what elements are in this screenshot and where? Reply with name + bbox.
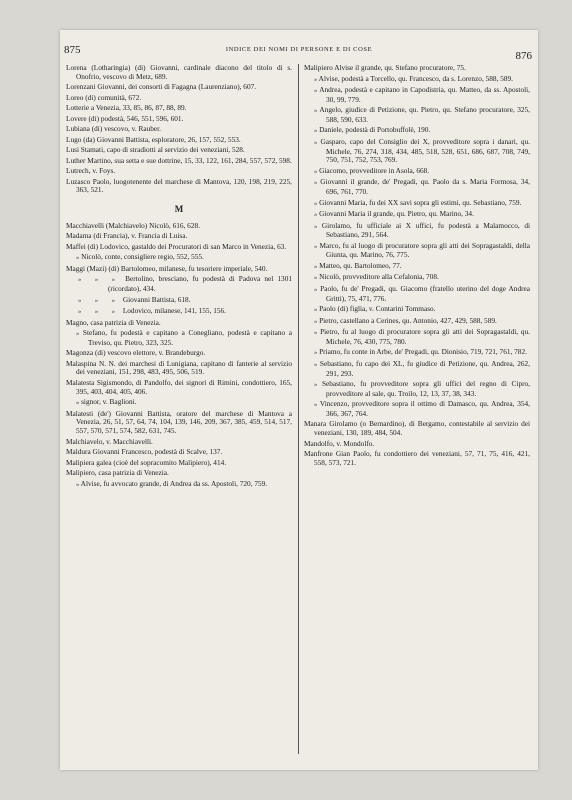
- ditto-mark: »: [314, 211, 318, 219]
- section-letter-m: M: [174, 204, 184, 215]
- ditto-mark: »: [76, 480, 80, 488]
- index-entry: Luzasco Paolo, luogotenente del marchese di Mantova, 120, 198, 219, 225, 363, 521.: [66, 176, 292, 195]
- index-subentry: » Giacomo, provveditore in Asola, 668.: [314, 165, 430, 175]
- index-entry: Lotterie a Venezia, 33, 85, 86, 87, 88, 89.: [66, 103, 187, 113]
- index-subentry: » Vincenzo, provveditore sopra il ottimo di Damasco, qu. Andrea, 354, 366, 367, 764.: [314, 399, 530, 418]
- index-subentry: » » » Giovanni Battista, 618.: [78, 294, 191, 304]
- ditto-mark: »: [76, 254, 80, 262]
- index-subentry: » Pietro, castellano a Cerines, qu. Antonio, 427, 429, 588, 589.: [314, 315, 497, 325]
- entries-group-mid: [66, 349, 292, 396]
- index-entry: Maldura Giovanni Francesco, podestà di Scalve, 137.: [66, 447, 223, 457]
- ditto-mark: »: [76, 399, 80, 407]
- index-subentry: » Alvise, podestà a Torcello, qu. Francesco, da s. Lorenzo, 588, 589.: [314, 73, 513, 83]
- index-subentry: » signor, v. Baglioni.: [76, 397, 137, 407]
- page-number-right: 876: [515, 50, 532, 62]
- index-entry: Loreo (di) comunità, 672.: [66, 92, 142, 102]
- index-subentry: » Sebastiano, fu capo dei XL, fu giudice di Petizione, qu. Andrea, 262, 291, 293.: [314, 358, 530, 378]
- index-subentry: » Angelo, giudice di Petizione, qu. Pietro, qu. Stefano procuratore, 325, 588, 590, 633.: [314, 105, 530, 124]
- index-subentry: » Giovanni Maria, fu dei XX savi sopra gli estimi, qu. Sebastiano, 759.: [314, 197, 522, 207]
- right-column: [304, 64, 530, 469]
- entries-group-l: [66, 64, 292, 195]
- index-entry: Lusi Stamati, capo di stradiotti al servizio dei veneziani, 528.: [66, 145, 245, 155]
- page-header: [60, 44, 538, 62]
- index-subentry: » Giovanni il grande, de' Pregadi, qu. Paolo da s. Maria Formosa, 34, 696, 761, 770.: [314, 177, 530, 197]
- ditto-mark: »: [314, 167, 318, 175]
- index-subentry: » Gasparo, capo del Consiglio dei X, provveditore sopra i danari, qu. Michele, 76, 274, 318, 434, 485, 518, 528, 651, 686, 687, 708, 749, 750, 751, 752, 753, 769.: [314, 136, 530, 165]
- document-page: [60, 30, 538, 770]
- index-subentry: » » » Bertolino, bresciano, fu podestà di Padova nel 1301 (ricordato), 434.: [78, 274, 292, 294]
- index-entry: Lorena (Lotharingia) (di) Giovanni, cardinale diacono del titolo di s. Onofrio, vescovo di Metz, 689.: [66, 63, 292, 81]
- index-entry: Manara Girolamo (o Bernardino), di Bergamo, contestabile al servizio dei veneziani, 130, 189, 484, 504.: [304, 419, 530, 438]
- ditto-mark: »: [76, 330, 80, 338]
- index-subentry: » Daniele, podestà di Portobuffolè, 190.: [314, 125, 431, 135]
- running-title: INDICE DEI NOMI DI PERSONE E DI COSE: [225, 46, 373, 53]
- index-entry: Malipiera galea (cioè del sopracomito Malipiero), 414.: [66, 457, 227, 467]
- index-entry: Malipiero, casa patrizia di Venezia.: [66, 468, 169, 478]
- index-entry: Maggi (Mazi) (di) Bartolomeo, milanese, fu tesoriere imperiale, 540.: [66, 263, 268, 273]
- ditto-mark: »: [314, 360, 318, 368]
- ditto-mark: »: [314, 317, 318, 325]
- index-entry: Malchiavelo, v. Macchiavelli.: [66, 436, 153, 446]
- ditto-mark: » » »: [78, 308, 121, 316]
- entries-group-end: [66, 410, 292, 478]
- ditto-mark: » » »: [78, 296, 121, 304]
- index-entry: Luther Martino, sua setta e sue dottrine, 15, 33, 122, 161, 284, 557, 572, 598.: [66, 155, 292, 165]
- index-entry: Lorenzani Giovanni, dei consorti di Fagagna (Laurenziano), 607.: [66, 82, 257, 92]
- ditto-mark: » » »: [78, 276, 121, 284]
- ditto-mark: »: [314, 381, 318, 389]
- ditto-mark: »: [314, 285, 318, 293]
- index-subentry: » Marco, fu al luogo di procuratore sopra gli atti dei Sopragastaldi, della Giunta, qu. Marino, 76, 775.: [314, 240, 530, 260]
- index-subentry: » Priamo, fu conte in Arbe, de' Pregadi, qu. Dionisio, 719, 721, 761, 782.: [314, 347, 527, 357]
- index-entry: Malipiero Alvise il grande, qu. Stefano procuratore, 75.: [304, 63, 466, 72]
- index-subentry: » Alvise, fu avvocato grande, di Andrea da ss. Apostoli, 720, 759.: [76, 478, 268, 488]
- index-entry: Manfrone Gian Paolo, fu condottiero dei veneziani, 57, 71, 75, 416, 421, 558, 573, 721.: [304, 449, 530, 467]
- ditto-mark: »: [314, 349, 318, 357]
- index-entry: Macchiavelli (Malchiavelo) Nicolò, 616, 628.: [66, 220, 200, 230]
- index-entry: Lubiana (di) vescovo, v. Rauber.: [66, 124, 161, 134]
- ditto-mark: »: [314, 127, 318, 135]
- left-column: [66, 64, 292, 491]
- entries-group-m: [66, 222, 292, 252]
- ditto-mark: »: [314, 107, 318, 115]
- index-subentry: » Paolo, fu de' Pregadi, qu. Giacomo (fratello uterino del doge Andrea Gritti), 75, 471, 776.: [314, 283, 530, 303]
- index-entry: Malaspina N. N. dei marchesi di Lunigiana, capitano di fanterie al servizio dei veneziani, 151, 298, 483, 495, 506, 519.: [66, 358, 292, 377]
- index-entry: Lutrech, v. Foys.: [66, 166, 116, 176]
- entries-group-end-right: [304, 420, 530, 467]
- index-subentry: » Paolo (di) figlia, v. Contarini Tommaso.: [314, 304, 436, 314]
- ditto-mark: »: [314, 87, 318, 94]
- index-entry: Maffei (di) Lodovico, gastaldo dei Procuratori di san Marco in Venezia, 63.: [66, 241, 287, 251]
- index-subentry: » Sebastiano, fu provveditore sopra gli uffici del regno di Cipro, provveditore al sale, qu. Troilo, 12, 13, 37, 38, 343.: [314, 379, 531, 398]
- ditto-mark: »: [314, 138, 318, 146]
- index-subentry: » Andrea, podestà e capitano in Capodistria, qu. Matteo, da ss. Apostoli, 30, 99, 779.: [314, 85, 530, 104]
- malipiero-subentries: [304, 75, 530, 419]
- index-entry: Lovere (di) podestà, 546, 551, 596, 601.: [66, 113, 184, 123]
- ditto-mark: »: [314, 179, 318, 187]
- ditto-mark: »: [314, 242, 318, 250]
- index-entry: Lugo (da) Giovanni Battista, esploratore, 26, 157, 552, 553.: [66, 134, 241, 144]
- index-entry: Madama (di Francia), v. Francia di Luisa.: [66, 231, 188, 241]
- ditto-mark: »: [314, 401, 318, 409]
- column-divider: [298, 64, 299, 754]
- maggi-subentries: [66, 275, 292, 316]
- ditto-mark: »: [314, 75, 318, 83]
- index-entry: Magonza (di) vescovo elettore, v. Brandeburgo.: [66, 348, 206, 358]
- ditto-mark: »: [314, 222, 318, 230]
- index-entry: Mandolfo, v. Mondolfo.: [304, 438, 375, 448]
- index-subentry: » Matteo, qu. Bartolomeo, 77.: [314, 260, 402, 270]
- index-subentry: » Stefano, fu podestà e capitano a Conegliano, podestà e capitano a Treviso, qu. Pietro, 323, 325.: [76, 328, 292, 347]
- page-number-left: 875: [64, 44, 81, 56]
- index-subentry: » Nicolò, provveditore alla Cefalonia, 708.: [314, 272, 439, 282]
- ditto-mark: »: [314, 329, 318, 337]
- ditto-mark: »: [314, 306, 318, 314]
- index-subentry: » Pietro, fu al luogo di procuratore sopra gli atti dei Sopragastaldi, qu. Michele, 76, 430, 775, 780.: [314, 327, 531, 346]
- index-subentry: » » » Lodovico, milanese, 141, 155, 156.: [78, 306, 226, 316]
- ditto-mark: »: [314, 262, 318, 270]
- index-subentry: » Girolamo, fu ufficiale ai X uffici, fu podestà a Malamocco, di Sebastiano, 291, 564.: [314, 220, 530, 240]
- index-entry: Malatesta Sigismondo, di Pandolfo, dei signori di Rimini, condottiero, 165, 395, 403, 404, 405, 406.: [66, 377, 292, 396]
- index-subentry: » Nicolò, conte, consigliere regio, 552, 555.: [76, 252, 204, 262]
- ditto-mark: »: [314, 199, 318, 207]
- ditto-mark: »: [314, 274, 318, 282]
- index-entry: Malatesti (de') Giovanni Battista, oratore del marchese di Mantova a Venezia, 26, 51, 57, 64, 74, 104, 139, 146, 209, 367, 385, 459, 514, 517, 557, 570, 571, 574, 582, 631, 745.: [66, 408, 292, 436]
- index-entry: Magno, casa patrizia di Venezia.: [66, 317, 161, 327]
- index-subentry: » Giovanni Maria il grande, qu. Pietro, qu. Marino, 34.: [314, 209, 474, 219]
